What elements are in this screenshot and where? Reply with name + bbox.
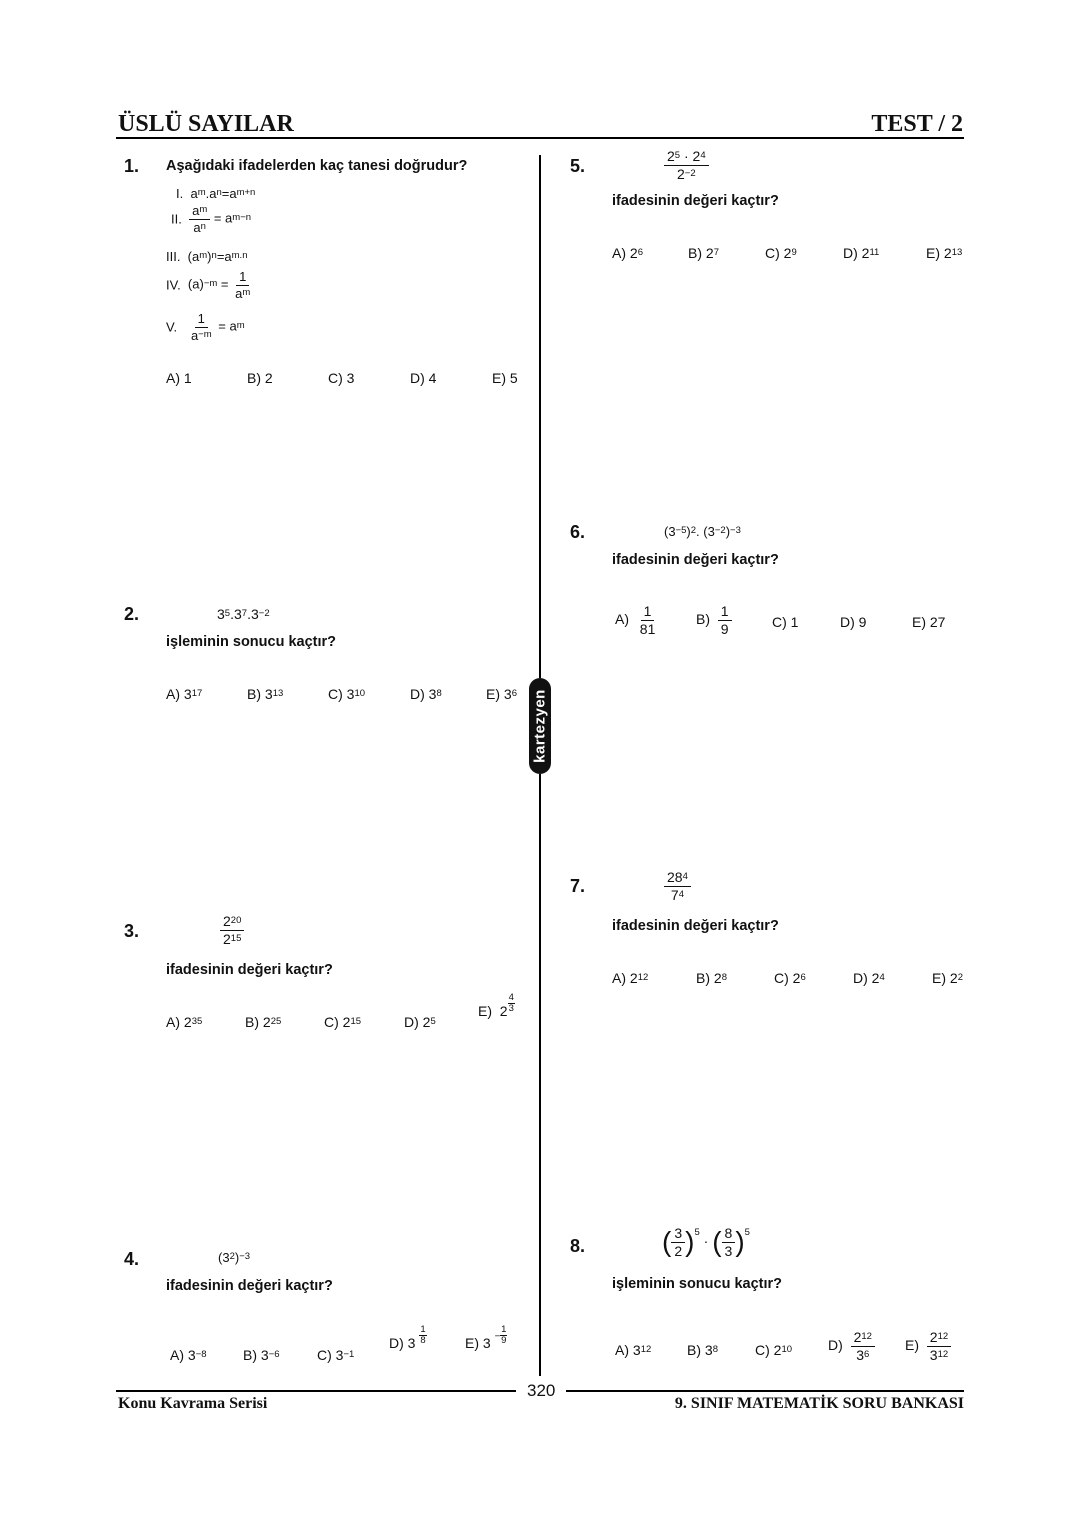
q1-option-e[interactable]: E) 5 — [492, 370, 518, 386]
question-4-expression: $(3^2)^{-3}$ — [218, 1250, 251, 1265]
test-label: TEST / 2 — [871, 111, 963, 137]
question-2-number: 2. — [124, 604, 140, 624]
column-divider-bottom — [539, 774, 541, 1376]
q3-option-b[interactable]: B) $2^{25}$ — [245, 1014, 282, 1030]
statement-2-numeral: II. — [171, 211, 182, 227]
q2-option-a[interactable]: A) $3^{17}$ — [166, 686, 203, 702]
column-divider-top — [539, 155, 541, 678]
q4-option-c[interactable]: C) $3^{-1}$ — [317, 1347, 355, 1363]
question-8-number: 8. — [570, 1236, 586, 1256]
statement-5-numeral: V. — [166, 319, 178, 335]
question-4-prompt: ifadesinin değeri kaçtır? — [166, 1278, 333, 1294]
question-5-prompt: ifadesinin değeri kaçtır? — [612, 193, 779, 209]
q1-option-c[interactable]: C) 3 — [328, 370, 355, 386]
q1-option-a[interactable]: A) 1 — [166, 370, 192, 386]
q5-option-e[interactable]: E) $2^{13}$ — [926, 245, 963, 261]
question-7-prompt: ifadesinin değeri kaçtır? — [612, 918, 779, 934]
footer-rule-right — [566, 1390, 964, 1392]
q8-option-a[interactable]: A) $3^{12}$ — [615, 1342, 652, 1358]
question-8-expression: ( $\frac{3}{2}$ )$^5$ · ( $\frac{8}{3}$ )$^5$ — [662, 1225, 750, 1259]
question-2-prompt: işleminin sonucu kaçtır? — [166, 634, 337, 650]
q5-option-b[interactable]: B) $2^7$ — [688, 245, 719, 261]
question-1-number: 1. — [124, 156, 140, 176]
q8-option-d[interactable]: D) $\frac{2^{12}}{3^6}$ — [828, 1330, 875, 1362]
question-6-expression: $(3^{-5})^2$. $(3^{-2})^{-3}$ — [664, 524, 741, 539]
statement-3: III. $(a^m)^n=a^{m.n}$ — [166, 249, 248, 264]
page-title: ÜSLÜ SAYILAR — [118, 111, 294, 137]
question-6-number: 6. — [570, 522, 586, 542]
q4-option-a[interactable]: A) $3^{-8}$ — [170, 1347, 207, 1363]
question-3-number: 3. — [124, 921, 140, 941]
question-4-number: 4. — [124, 1249, 140, 1269]
q7-option-d[interactable]: D) $2^4$ — [853, 970, 885, 986]
q2-option-c[interactable]: C) $3^{10}$ — [328, 686, 366, 702]
q4-option-b[interactable]: B) $3^{-6}$ — [243, 1347, 280, 1363]
statement-1: I. $a^m.a^n=a^{m+n}$ — [176, 186, 256, 201]
q8-option-b[interactable]: B) $3^8$ — [687, 1342, 718, 1358]
q5-option-c[interactable]: C) $2^9$ — [765, 245, 797, 261]
q7-option-e[interactable]: E) $2^2$ — [932, 970, 963, 986]
header-rule — [116, 137, 964, 139]
q2-option-d[interactable]: D) $3^8$ — [410, 686, 442, 702]
statement-1-numeral: I. — [176, 186, 184, 201]
question-7-expression: $\frac{28^4}{7^4}$ — [664, 870, 691, 902]
q8-option-c[interactable]: C) $2^{10}$ — [755, 1342, 793, 1358]
q1-option-b[interactable]: B) 2 — [247, 370, 273, 386]
question-7-number: 7. — [570, 876, 586, 896]
footer-rule-left — [116, 1390, 516, 1392]
publisher-badge — [529, 678, 551, 774]
statement-2: II. $\frac{a^m}{a^n}$ = $a^{m-n}$ — [171, 203, 252, 235]
q3-option-d[interactable]: D) $2^5$ — [404, 1014, 436, 1030]
book-title: 9. SINIF MATEMATİK SORU BANKASI — [674, 1395, 964, 1412]
question-3-prompt: ifadesinin değeri kaçtır? — [166, 962, 333, 978]
q6-option-c[interactable]: C) 1 — [772, 614, 799, 630]
q7-option-b[interactable]: B) $2^8$ — [696, 970, 727, 986]
q6-option-e[interactable]: E) 27 — [912, 614, 946, 630]
series-name: Konu Kavrama Serisi — [118, 1395, 268, 1412]
question-8-prompt: işleminin sonucu kaçtır? — [612, 1276, 783, 1292]
q6-option-a[interactable]: A) $\frac{1}{81}$ — [615, 603, 656, 637]
q2-option-b[interactable]: B) $3^{13}$ — [247, 686, 284, 702]
statement-4-numeral: IV. — [166, 277, 181, 293]
question-1-prompt: Aşağıdaki ifadelerden kaç tanesi doğrudur? — [166, 158, 468, 174]
q1-option-d[interactable]: D) 4 — [410, 370, 437, 386]
q3-option-e[interactable]: E) 2 $\frac{4}{3}$ — [478, 992, 514, 1020]
q5-option-a[interactable]: A) $2^6$ — [612, 245, 643, 261]
q2-option-e[interactable]: E) $3^6$ — [486, 686, 517, 702]
q4-option-d[interactable]: D) 3 $\frac{1}{8}$ — [389, 1324, 426, 1352]
statement-3-numeral: III. — [166, 249, 181, 264]
question-2-expression: $3^5.3^7.3^{-2}$ — [217, 606, 270, 622]
question-5-number: 5. — [570, 156, 586, 176]
q7-option-a[interactable]: A) $2^{12}$ — [612, 970, 649, 986]
q8-option-e[interactable]: E) $\frac{2^{12}}{3^{12}}$ — [905, 1330, 951, 1362]
q6-option-d[interactable]: D) 9 — [840, 614, 867, 630]
q6-option-b[interactable]: B) $\frac{1}{9}$ — [696, 604, 732, 636]
q7-option-c[interactable]: C) $2^6$ — [774, 970, 806, 986]
statement-4: IV. $(a)^{-m}$ = $\frac{1}{a^m}$ — [166, 269, 251, 301]
q4-option-e[interactable]: E) 3 − $\frac{1}{9}$ — [465, 1324, 507, 1352]
publisher-name: kartezyen — [531, 689, 549, 763]
q5-option-d[interactable]: D) $2^{11}$ — [843, 245, 880, 261]
question-5-expression: $\frac{2^5 \cdot 2^4}{2^{-2}}$ — [664, 149, 709, 181]
statement-5: V. $\frac{1}{a^{-m}}$ = $a^m$ — [166, 311, 245, 343]
question-6-prompt: ifadesinin değeri kaçtır? — [612, 552, 779, 568]
q3-option-a[interactable]: A) $2^{35}$ — [166, 1014, 203, 1030]
question-3-expression: $\frac{2^{20}}{2^{15}}$ — [220, 914, 244, 946]
page-number: 320 — [527, 1381, 556, 1400]
q3-option-c[interactable]: C) $2^{15}$ — [324, 1014, 362, 1030]
